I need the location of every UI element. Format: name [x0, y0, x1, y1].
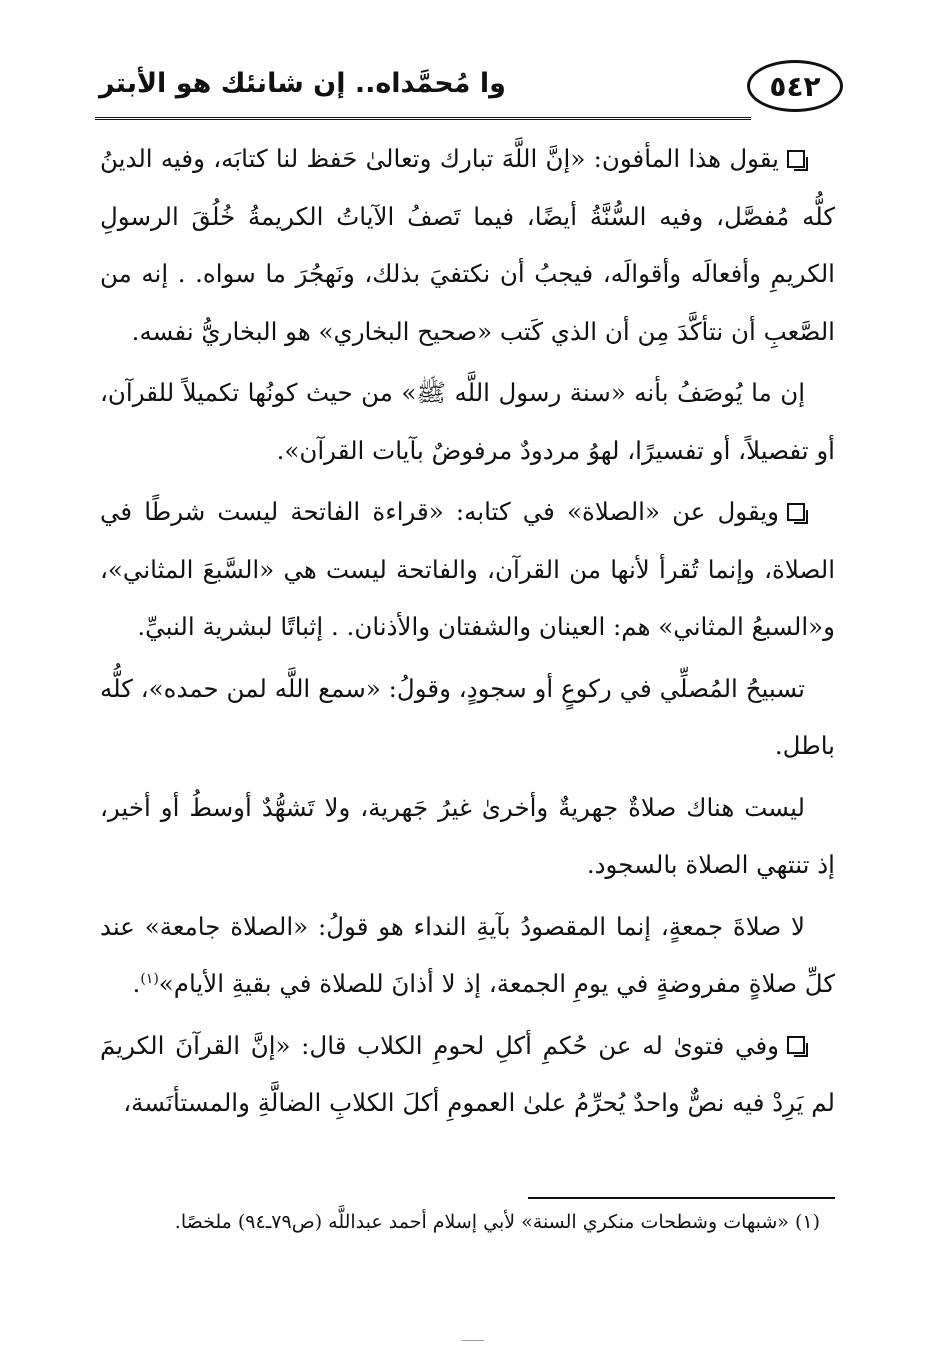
paragraph-7	[100, 1017, 835, 1132]
paragraph-1	[100, 130, 835, 360]
page-number: ٥٤٢	[747, 60, 843, 112]
paragraph-6	[100, 898, 835, 1013]
page-header	[95, 58, 843, 120]
footnote-rule	[528, 1197, 835, 1199]
paragraph-text: إن ما يُوصَفُ بأنه «سنة رسول اللَّه ﷺ» من حيث كونُها تكميلاً للقرآن، أو تفصيلاً، أو تفسيرًا، لهوُ مردودٌ مرفوضٌ بآيات القرآن».	[100, 378, 835, 465]
header-rule	[95, 117, 751, 120]
paragraph-text: لا صلاةَ جمعةٍ، إنما المقصودُ بآيةِ النداء هو قولُ: «الصلاة جامعة» عند كلِّ صلاةٍ مفروضةٍ في يومِ الجمعة، إذ لا أذانَ للصلاة في بقيةِ الأيام»	[100, 911, 835, 998]
square-bullet-icon	[787, 150, 805, 168]
page-body	[100, 130, 835, 1132]
footnote-reference: (١)	[140, 970, 159, 987]
paragraph-text: يقول هذا المأفون: «إنَّ اللَّهَ تبارك وتعالىٰ حَفظ لنا كتابَه، وفيه الدينُ كلُّه مُفصَّل، وفيه السُّنَّةُ أيضًا، فيما تَصفُ الآياتُ الكريمةُ خُلُقَ الرسولِ الكريمِ وأفعالَه وأقوالَه، فيجبُ أن نكتفيَ بذلك، ونَهجُرَ ما سواه. . إنه من الصَّعبِ أن نتأكَّدَ مِن أن الذي كَتب «صحيح البخاري» هو البخاريُّ نفسه.	[100, 144, 835, 346]
paragraph-end: .	[132, 969, 141, 998]
paragraph-4	[100, 660, 835, 775]
running-title: وا مُحمَّداه.. إن شانئك هو الأبتر	[99, 68, 506, 99]
square-bullet-icon	[787, 503, 805, 521]
footnote: (١) «شبهات وشطحات منكري السنة» لأبي إسلام أحمد عبداللَّه (ص٧٩ـ٩٤) ملخصًا.	[174, 1211, 820, 1233]
paragraph-text: ويقول عن «الصلاة» في كتابه: «قراءة الفاتحة ليست شرطًا في الصلاة، وإنما تُقرأ لأنها من القرآن، والفاتحة ليست هي «السَّبعَ المثاني»، و«السبعُ المثاني» هم: العينان والشفتان والأذنان. . إثباتًا لبشرية النبيِّ.	[100, 497, 835, 641]
paragraph-3	[100, 483, 835, 656]
paragraph-5	[100, 779, 835, 894]
square-bullet-icon	[787, 1036, 805, 1054]
paragraph-text: تسبيحُ المُصلِّي في ركوعٍ أو سجودٍ، وقولُ: «سمع اللَّه لمن حمده»، كلُّه باطل.	[100, 673, 835, 760]
paragraph-text: ليست هناك صلاةٌ جهريةٌ وأخرىٰ غيرُ جَهرية، ولا تَشهُّدٌ أوسطُ أو أخير، إذ تنتهي الصلاة بالسجود.	[100, 792, 835, 879]
paragraph-text: وفي فتوىٰ له عن حُكمِ أكلِ لحومِ الكلاب قال: «إنَّ القرآنَ الكريمَ لم يَرِدْ فيه نصٌّ واحدٌ يُحرِّمُ علىٰ العمومِ أكلَ الكلابِ الضالَّةِ والمستأنَسة،	[100, 1030, 835, 1117]
paragraph-2	[100, 364, 835, 479]
page-bottom-mark	[462, 1340, 484, 1341]
